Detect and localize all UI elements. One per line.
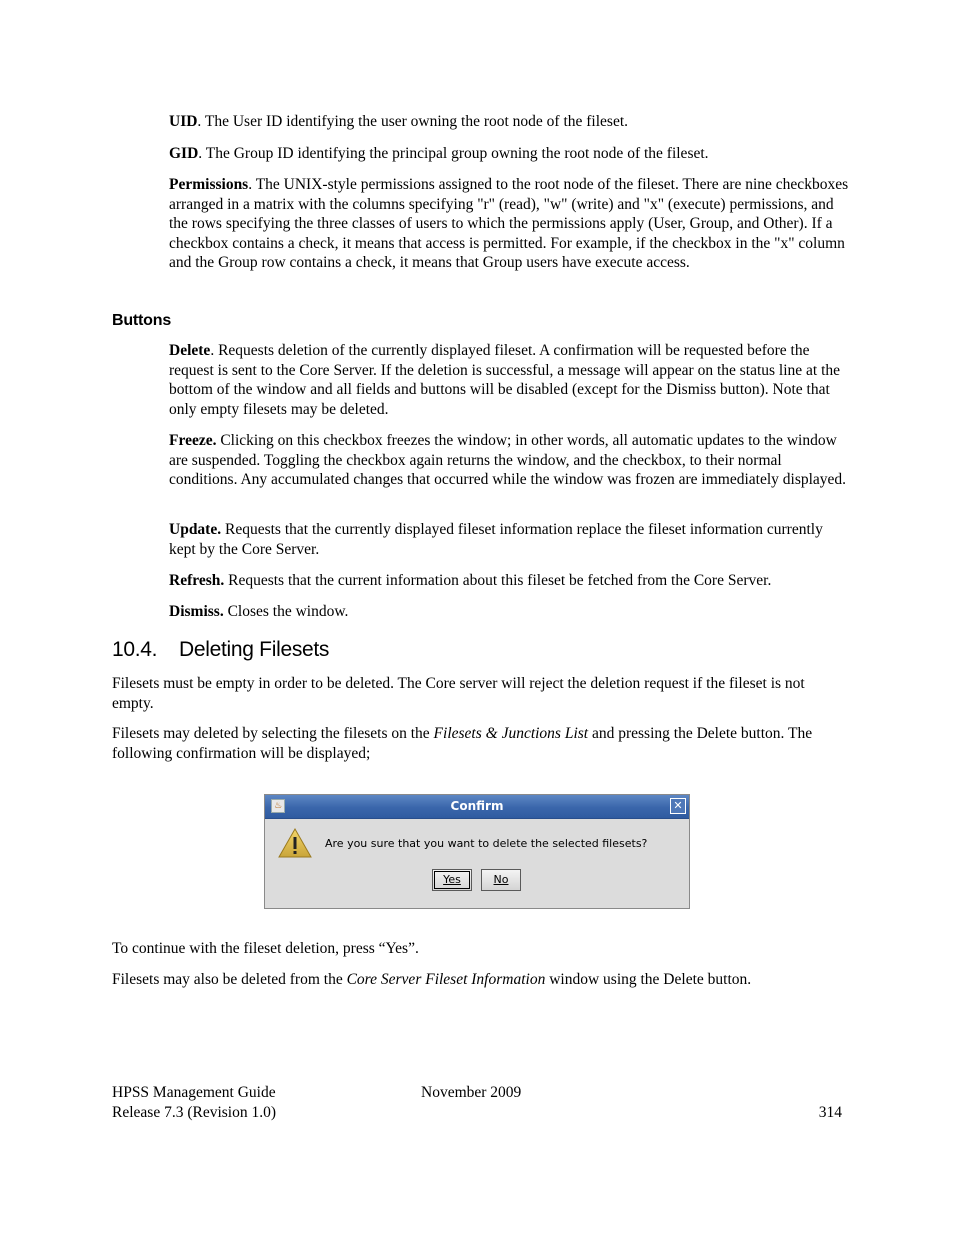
confirm-dialog	[264, 794, 690, 909]
section-para-2	[112, 724, 822, 763]
gid-text: . The Group ID identifying the principal group owning the root node of the fileset.	[198, 145, 709, 162]
refresh-paragraph	[169, 571, 869, 591]
dialog-titlebar[interactable]	[265, 795, 689, 819]
buttons-heading: Buttons	[112, 312, 172, 329]
core-server-fileset-info-ref: Core Server Fileset Information	[346, 971, 546, 988]
footer-release: Release 7.3 (Revision 1.0)	[112, 1104, 277, 1121]
uid-label: UID	[169, 113, 198, 130]
freeze-label: Freeze.	[169, 432, 217, 449]
yes-button[interactable]: Yes	[432, 869, 472, 891]
delete-label: Delete	[169, 342, 211, 359]
section-para-1: Filesets must be empty in order to be deleted. The Core server will reject the deletion request if the fileset is not empty.	[112, 675, 805, 712]
no-button[interactable]: No	[481, 869, 521, 891]
gid-label: GID	[169, 145, 199, 162]
permissions-paragraph	[169, 175, 849, 273]
dialog-message: Are you sure that you want to delete the selected filesets?	[325, 837, 648, 850]
section-para-3: To continue with the fileset deletion, press “Yes”.	[112, 940, 419, 957]
java-cup-icon: ♨	[271, 799, 285, 813]
section-para-2-a: Filesets may deleted by selecting the filesets on the	[112, 725, 434, 742]
footer-date: November 2009	[421, 1084, 522, 1101]
section-para-4	[112, 970, 852, 990]
update-paragraph	[169, 520, 849, 559]
permissions-text: . The UNIX-style permissions assigned to the root node of the fileset. There are nine checkboxes arranged in a matrix with the columns specifying "r" (read), "w" (write) and "x" (execute) permissions, and the rows specifying the three classes of users to which the permissions apply (User, Group, and Other). If a checkbox contains a check, it means that access is permitted. For example, if the checkbox in the "x" column and the Group row contains a check, it means that Group users have execute access.	[169, 176, 849, 272]
update-text: Requests that the currently displayed fileset information replace the fileset information currently kept by the Core Server.	[169, 521, 823, 558]
warning-triangle-icon	[278, 828, 312, 858]
section-para-2-b: and pressing the Delete button. The following confirmation will be displayed;	[112, 725, 813, 762]
dismiss-label: Dismiss.	[169, 603, 224, 620]
gid-paragraph	[169, 144, 849, 164]
footer-doc-title: HPSS Management Guide	[112, 1084, 276, 1101]
close-icon[interactable]: ✕	[670, 798, 686, 814]
section-heading	[112, 640, 329, 660]
freeze-paragraph	[169, 431, 849, 490]
dialog-title: Confirm	[450, 799, 504, 813]
dismiss-text: Closes the window.	[223, 603, 349, 620]
refresh-label: Refresh.	[169, 572, 225, 589]
filesets-junctions-list-ref: Filesets & Junctions List	[433, 725, 589, 742]
update-label: Update.	[169, 521, 222, 538]
page-number: 314	[818, 1104, 842, 1121]
freeze-text: Clicking on this checkbox freezes the window; in other words, all automatic updates to the window are suspended. Toggling the checkbox again returns the window, and the checkbox, to their normal conditions. Any accumulated changes that occurred while the window was frozen are immediately displayed.	[169, 432, 847, 489]
delete-paragraph	[169, 341, 849, 419]
section-para-4-a: Filesets may also be deleted from the	[112, 971, 347, 988]
section-number: 10.4.	[112, 638, 158, 661]
dismiss-paragraph	[169, 602, 849, 622]
section-title: Deleting Filesets	[179, 638, 330, 661]
uid-paragraph	[169, 112, 849, 132]
delete-text: . Requests deletion of the currently displayed fileset. A confirmation will be requested before the request is sent to the Core Server. If the deletion is successful, a message will appear on the status line at the bottom of the window and all fields and buttons will be disabled (except for the Dismiss button). Note that only empty filesets may be deleted.	[169, 342, 841, 418]
refresh-text: Requests that the current information about this fileset be fetched from the Core Server.	[224, 572, 772, 589]
uid-text: . The User ID identifying the user owning the root node of the fileset.	[197, 113, 629, 130]
section-para-4-b: window using the Delete button.	[545, 971, 752, 988]
permissions-label: Permissions	[169, 176, 249, 193]
